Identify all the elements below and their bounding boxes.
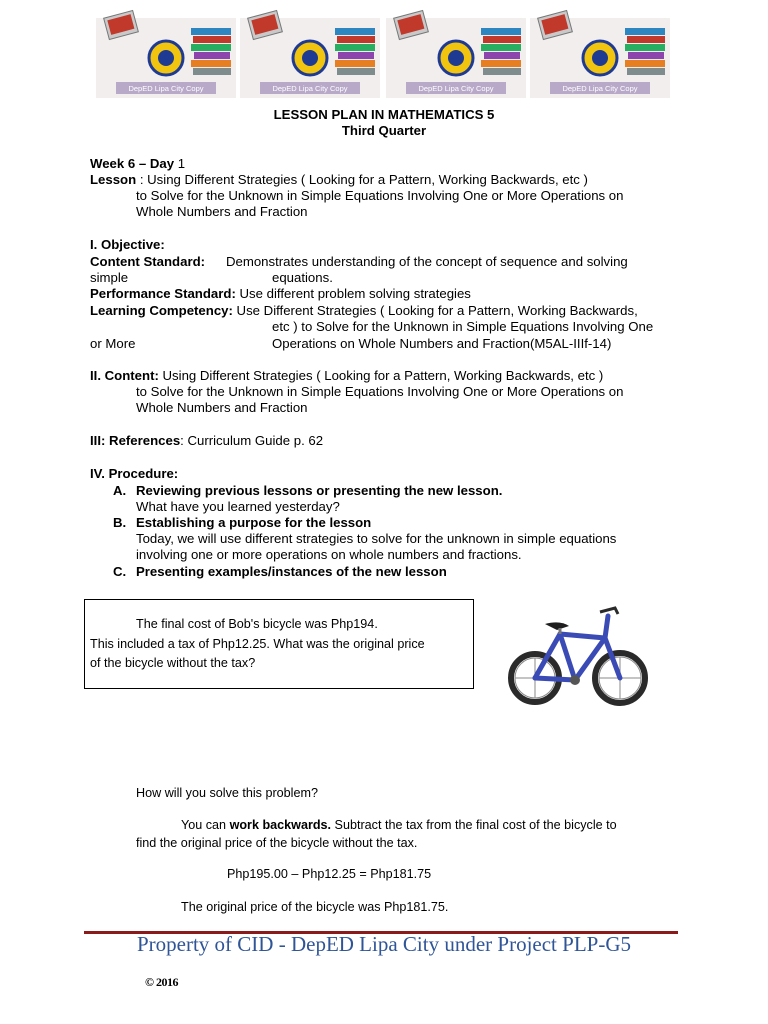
procedure-item-b-body-1: Today, we will use different strategies to solve for the unknown in simple equations [136,531,617,546]
week-line [90,156,185,172]
procedure-item-a-body: What have you learned yesterday? [136,499,340,514]
learning-competency-text-3a: or More [90,336,136,351]
lesson-label: Lesson [90,172,137,187]
solution-question: How will you solve this problem? [136,786,318,800]
content-standard-text-2a: simple [90,270,129,285]
lesson-text-1: : Using Different Strategies ( Looking for a Pattern, Working Backwards, etc ) [136,172,588,187]
banner-caption-1: DepED Lipa City Copy [128,84,204,93]
procedure-item-a-marker: A. [113,483,127,498]
solution-intro-line-1 [181,817,617,833]
procedure-item-b-body-2: involving one or more operations on whole numbers and fractions. [136,547,522,562]
week-value: 1 [177,156,186,171]
content-standard-text-2b: equations. [272,270,333,285]
bicycle-image [505,598,655,714]
content-line-1 [90,368,603,384]
references-label: III: References [90,433,181,448]
lesson-line-2: to Solve for the Unknown in Simple Equations Involving One or More Operations on [136,188,624,203]
content-line-3: Whole Numbers and Fraction [136,400,308,415]
content-label: II. Content: [90,368,159,383]
content-text-1: Using Different Strategies ( Looking for a Pattern, Working Backwards, etc ) [158,368,604,383]
solution-intro-line-2: find the original price of the bicycle without the tax. [136,836,418,850]
solution-intro-a: You can [181,818,230,832]
performance-standard-text: Use different problem solving strategies [235,286,471,301]
problem-line-1: The final cost of Bob's bicycle was Php194. [136,617,378,631]
references-text: : Curriculum Guide p. 62 [180,433,324,448]
objective-heading: I. Objective: [90,237,165,252]
performance-standard-label: Performance Standard: [90,286,236,301]
solution-intro-bold: work backwards. [229,818,332,832]
problem-line-2: This included a tax of Php12.25. What was the original price [90,637,425,651]
lesson-line-1 [90,172,588,188]
learning-competency-label: Learning Competency: [90,303,233,318]
performance-standard-line [90,286,471,302]
banner-caption-4: DepED Lipa City Copy [562,84,638,93]
solution-intro-b: Subtract the tax from the final cost of the bicycle to [331,818,617,832]
page-title: LESSON PLAN IN MATHEMATICS 5 [273,107,495,122]
learning-competency-line [90,303,638,319]
page-subtitle: Third Quarter [341,123,427,138]
learning-competency-text-2: etc ) to Solve for the Unknown in Simple Equations Involving One [272,319,654,334]
procedure-item-a-title: Reviewing previous lessons or presenting the new lesson. [136,483,503,498]
procedure-item-b-marker: B. [113,515,127,530]
content-standard-line [90,254,205,270]
solution-answer: The original price of the bicycle was Php181.75. [181,900,449,914]
problem-line-3: of the bicycle without the tax? [90,656,256,670]
references-line [90,433,323,449]
lesson-line-3: Whole Numbers and Fraction [136,204,308,219]
content-standard-label: Content Standard: [90,254,206,269]
procedure-item-c-title: Presenting examples/instances of the new lesson [136,564,447,579]
content-line-2: to Solve for the Unknown in Simple Equations Involving One or More Operations on [136,384,624,399]
banner-caption-3: DepED Lipa City Copy [418,84,494,93]
learning-competency-text-1: Use Different Strategies ( Looking for a Pattern, Working Backwards, [232,303,638,318]
content-standard-text-1: Demonstrates understanding of the concept of sequence and solving [226,254,628,269]
procedure-heading: IV. Procedure: [90,466,179,481]
procedure-item-b-title: Establishing a purpose for the lesson [136,515,372,530]
solution-equation: Php195.00 – Php12.25 = Php181.75 [227,867,432,881]
footer-copyright: © 2016 [145,975,178,989]
banner-caption-2: DepED Lipa City Copy [272,84,348,93]
procedure-item-c-marker: C. [113,564,127,579]
week-label: Week 6 – Day [90,156,175,171]
footer-property-text: Property of CID - DepED Lipa City under Project PLP-G5 [136,932,631,956]
learning-competency-text-3b: Operations on Whole Numbers and Fraction(M5AL-IIIf-14) [272,336,612,351]
